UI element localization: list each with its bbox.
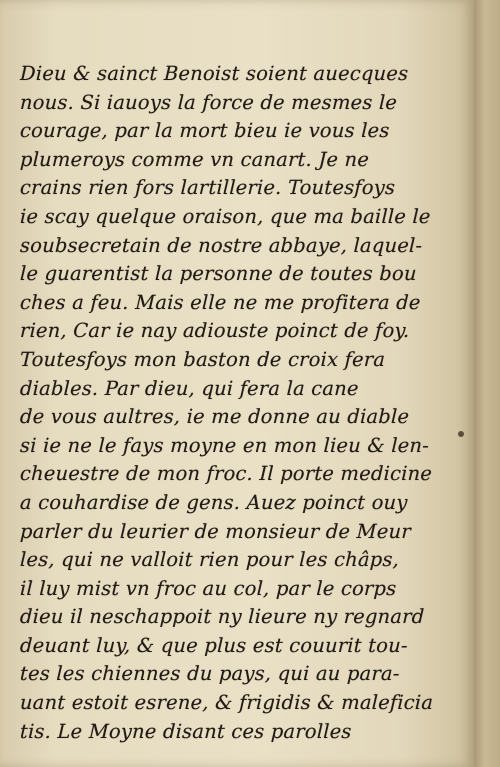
bleed-through-header [110, 34, 390, 58]
text-line-5: crains rien fors lartillerie. Toutesfoys [19, 176, 396, 200]
book-gutter [474, 0, 500, 767]
text-line-19: il luy mist vn froc au col, par le corps [19, 576, 397, 600]
text-line-17: parler du leurier de monsieur de Meur [19, 519, 412, 543]
text-line-1: Dieu & sainct Benoist soient auecques [19, 62, 409, 85]
text-line-20: dieu il neschappoit ny lieure ny regnard [19, 605, 425, 629]
text-line-3: courage, par la mort bieu ie vous les [19, 119, 390, 143]
text-line-6: ie scay quelque oraison, que ma baille le [19, 204, 432, 228]
text-line-23: uant estoit esrene, & frigidis & maleficia [19, 691, 434, 715]
text-line-22: tes les chiennes du pays, qui au para- [19, 662, 400, 686]
text-line-24: tis. Le Moyne disant ces parolles [19, 719, 353, 743]
text-line-13: de vous aultres, ie me donne au diable [19, 405, 410, 429]
text-line-16: a couhardise de gens. Auez poinct ouy [19, 490, 409, 514]
text-line-21: deuant luy, & que plus est couurit tou- [19, 633, 409, 657]
text-line-15: cheuestre de mon froc. Il porte medicine [19, 462, 433, 486]
text-line-10: rien, Car ie nay adiouste poinct de foy. [19, 319, 410, 343]
text-line-9: ches a feu. Mais elle ne me profitera de [19, 290, 422, 314]
text-line-8: le guarentist la personne de toutes bou [19, 262, 418, 286]
ink-smudge [458, 431, 464, 437]
page-text-block [20, 60, 465, 746]
text-line-11: Toutesfoys mon baston de croix fera [19, 347, 386, 371]
text-line-18: les, qui ne valloit rien pour les châps, [19, 548, 400, 572]
text-line-14: si ie ne le fays moyne en mon lieu & len- [19, 433, 430, 457]
text-line-2: nous. Si iauoys la force de mesmes le [19, 90, 398, 114]
text-line-12: diables. Par dieu, qui fera la cane [19, 376, 360, 400]
text-line-7: soubsecretain de nostre abbaye, laquel- [19, 233, 423, 257]
text-line-4: plumeroys comme vn canart. Je ne [19, 147, 370, 171]
